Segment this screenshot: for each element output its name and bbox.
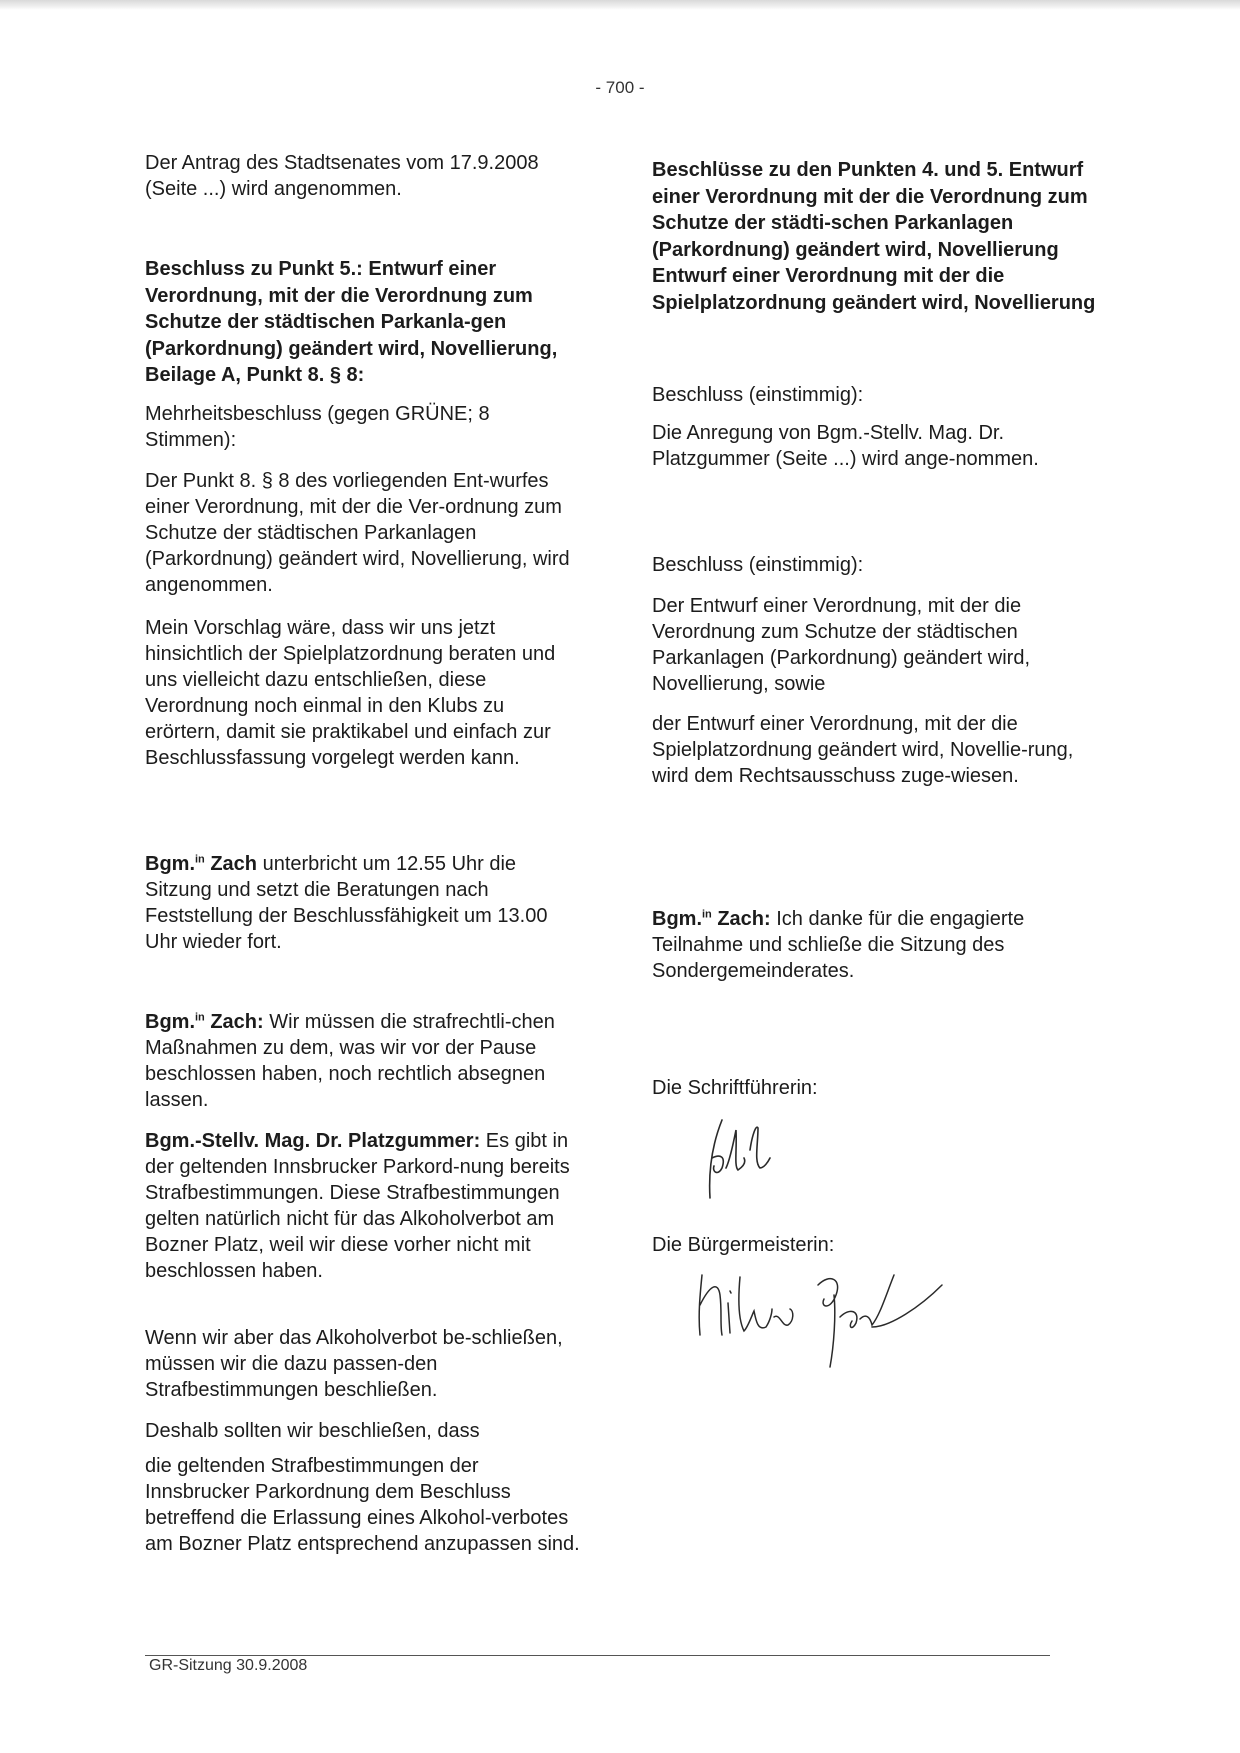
page-number: - 700 - (595, 78, 645, 97)
speech-zach-unterbricht (145, 851, 585, 955)
speech-text: Es gibt in der geltenden Innsbrucker Parkord-nung bereits Strafbestimmungen. Diese Strafbestimmungen gelten natürlich nicht für das Alkoholverbot am Bozner Platz, weil wir diese vorher nicht mit beschlossen haben. (145, 1130, 570, 1282)
label-buergermeisterin: Die Bürgermeisterin: (652, 1234, 835, 1256)
speaker-name: Bgm. (145, 853, 195, 875)
speech-text: unterbricht um 12.55 Uhr die Sitzung und setzt die Beratungen nach Feststellung der Beschlussfähigkeit um 13.00 Uhr wieder fort. (145, 853, 548, 953)
paragraph-beschluss-einstimmig-2: Beschluss (einstimmig): (652, 554, 864, 576)
speaker-sup: in (702, 908, 712, 921)
speech-platzgummer (145, 1128, 585, 1284)
paragraph-beschluss-einstimmig-1: Beschluss (einstimmig): (652, 384, 864, 406)
footer-divider (145, 1655, 1050, 1656)
speaker-sup: in (195, 853, 205, 866)
paragraph-antrag: Der Antrag des Stadtsenates vom 17.9.2008 (Seite ...) wird angenommen. (145, 152, 539, 200)
signature-buergermeisterin (690, 1255, 960, 1375)
signature-schriftfuehrerin (700, 1110, 800, 1205)
speech-zach-massnahmen (145, 1009, 585, 1113)
paragraph-mehrheitsbeschluss: Mehrheitsbeschluss (gegen GRÜNE; 8 Stimmen): (145, 403, 490, 451)
speaker-sup: in (195, 1011, 205, 1024)
paragraph-entwurf-spielplatzordnung: der Entwurf einer Verordnung, mit der die Spielplatzordnung geändert wird, Novellie-rung, wird dem Rechtsausschuss zuge-wiesen. (652, 713, 1074, 787)
heading-beschluesse-punkte-4-5: Beschlüsse zu den Punkten 4. und 5. Entwurf einer Verordnung mit der die Verordnung zum Schutze der städti-schen Parkanlagen (Parkordnung) geändert wird, Novellierung Entwurf einer Verordnung mit der die Spielplatzordnung geändert wird, Novellierung (652, 159, 1096, 314)
paragraph-vorschlag: Mein Vorschlag wäre, dass wir uns jetzt hinsichtlich der Spielplatzordnung beraten und uns vielleicht dazu entschließen, diese Verordnung noch einmal in den Klubs zu erörtern, damit sie praktikabel und einfach zur Beschlussfassung vorgelegt werden kann. (145, 617, 556, 769)
footer-session-date: GR-Sitzung 30.9.2008 (149, 1657, 308, 1674)
paragraph-punkt-8: Der Punkt 8. § 8 des vorliegenden Ent-wurfes einer Verordnung, mit der die Ver-ordnung zum Schutze der städtischen Parkanlagen (Parkordnung) geändert wird, Novellierung, wird angenommen. (145, 470, 570, 596)
speaker-surname: Zach: (711, 908, 771, 930)
heading-beschluss-punkt-5: Beschluss zu Punkt 5.: Entwurf einer Verordnung, mit der die Verordnung zum Schutze der städtischen Parkanla-gen (Parkordnung) geändert wird, Novellierung, Beilage A, Punkt 8. § 8: (145, 258, 558, 386)
speech-text: Wir müssen die strafrechtli-chen Maßnahmen zu dem, was wir vor der Pause beschlossen haben, noch rechtlich absegnen lassen. (145, 1011, 555, 1111)
speaker-name: Bgm. (652, 908, 702, 930)
paragraph-anregung: Die Anregung von Bgm.-Stellv. Mag. Dr. Platzgummer (Seite ...) wird ange-nommen. (652, 422, 1039, 470)
scan-edge (0, 0, 1240, 10)
paragraph-entwurf-parkordnung: Der Entwurf einer Verordnung, mit der die Verordnung zum Schutze der städtischen Parkanlagen (Parkordnung) geändert wird, Novellierung, sowie (652, 595, 1030, 695)
speaker-surname: Zach (204, 853, 258, 875)
speaker-name: Bgm.-Stellv. Mag. Dr. Platzgummer: (145, 1130, 481, 1152)
label-schriftfuehrerin: Die Schriftführerin: (652, 1077, 818, 1099)
paragraph-strafbestimmungen: die geltenden Strafbestimmungen der Innsbrucker Parkordnung dem Beschluss betreffend die Erlassung eines Alkohol-verbotes am Bozner Platz entsprechend anzupassen sind. (145, 1455, 580, 1555)
speech-zach-dank (652, 906, 1102, 984)
speaker-name: Bgm. (145, 1011, 195, 1033)
paragraph-deshalb: Deshalb sollten wir beschließen, dass (145, 1420, 480, 1442)
paragraph-alkoholverbot: Wenn wir aber das Alkoholverbot be-schließen, müssen wir die dazu passen-den Strafbestimmungen beschließen. (145, 1327, 563, 1401)
speaker-surname: Zach: (204, 1011, 264, 1033)
speech-text: Ich danke für die engagierte Teilnahme und schließe die Sitzung des Sondergemeinderates. (652, 908, 1025, 982)
